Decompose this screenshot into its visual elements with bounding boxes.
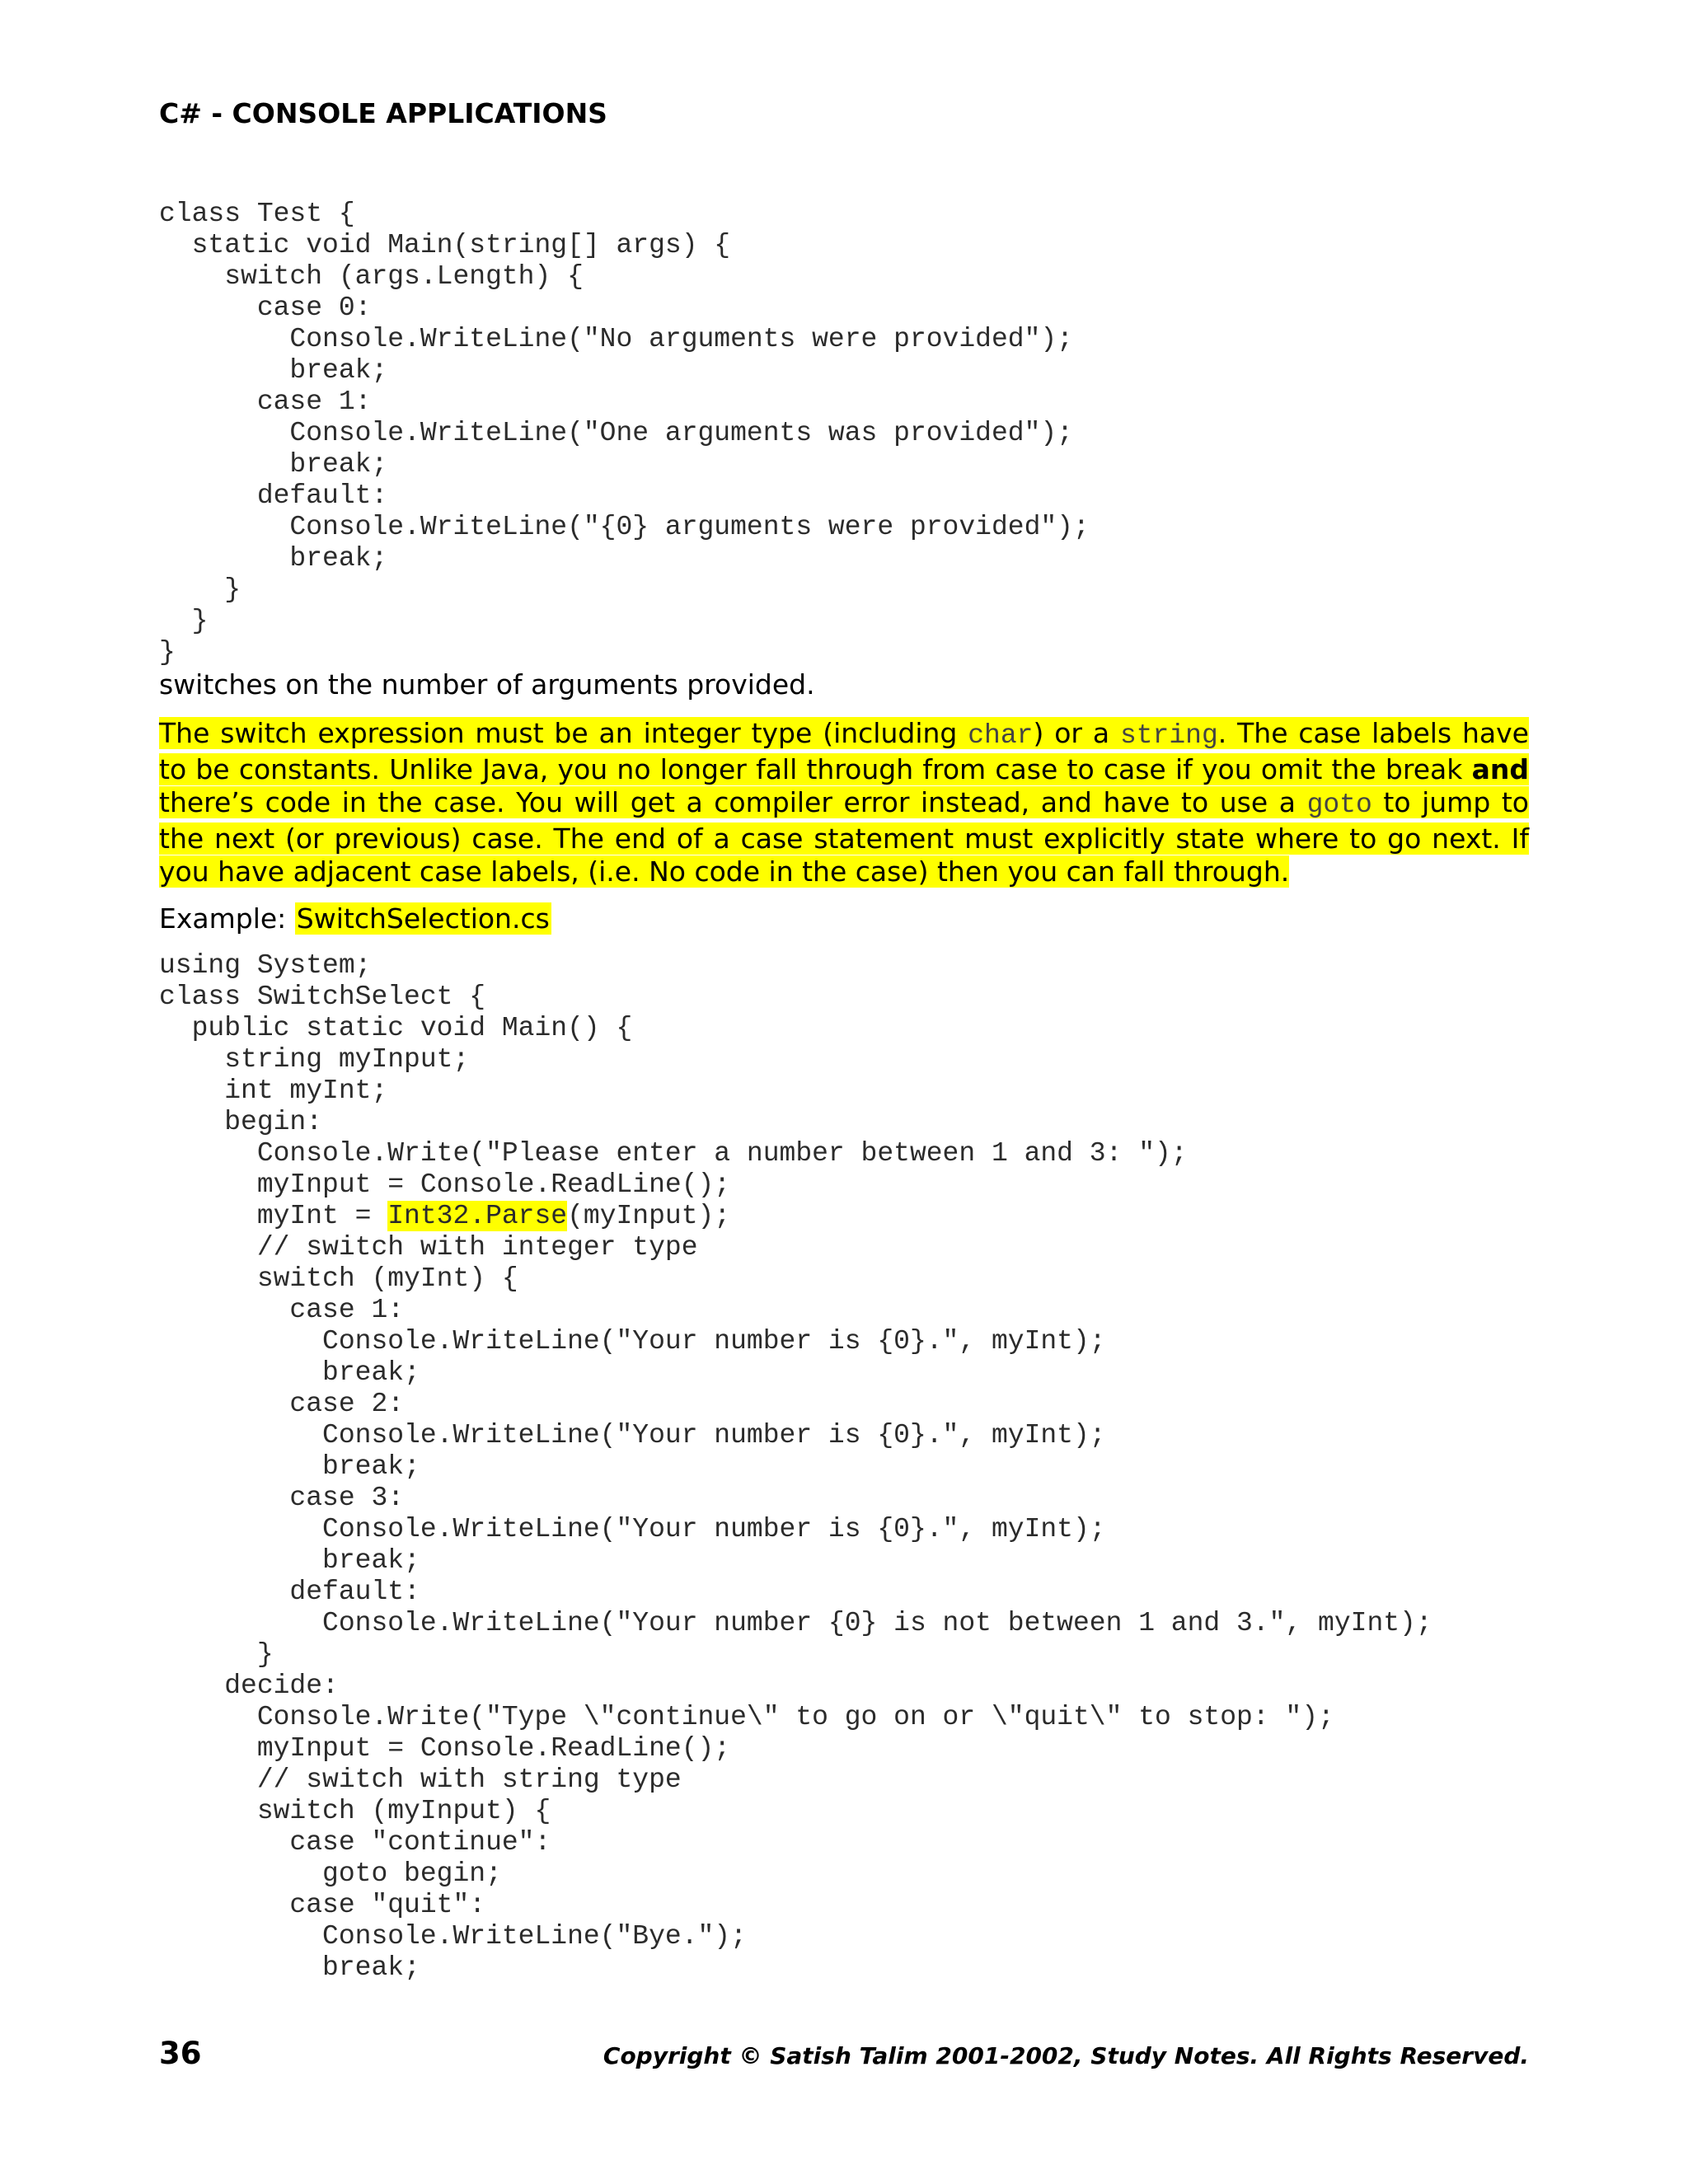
code-line: case "continue":: [159, 1827, 551, 1858]
code-line: goto begin;: [159, 1858, 502, 1889]
code-line: default:: [159, 1577, 420, 1607]
para-code-char: char: [968, 720, 1034, 751]
code-line: switch (myInput) {: [159, 1796, 551, 1826]
code-line: Console.WriteLine("Your number is {0}.", myInt);: [159, 1420, 1106, 1451]
code-line: Console.WriteLine("One arguments was provided");: [159, 418, 1073, 448]
code-line: case 2:: [159, 1389, 405, 1419]
code-line: Console.WriteLine("Your number is {0}.", myInt);: [159, 1326, 1106, 1357]
code-line: int myInt;: [159, 1076, 388, 1106]
code-line: case "quit":: [159, 1890, 486, 1920]
code-line: Console.WriteLine("Your number is {0}.", myInt);: [159, 1514, 1106, 1544]
para-text-5: to jump to the next (or previous) case. The end of a case statement must explicitly state where to go next. If you have adjacent case labels, (i.e. No code in the case) then you can fall through.: [159, 786, 1529, 888]
code-line: Console.WriteLine("Bye.");: [159, 1921, 747, 1952]
code-line: break;: [159, 1451, 420, 1482]
page-header-title: C# - CONSOLE APPLICATIONS: [159, 97, 607, 129]
code-line: myInput = Console.ReadLine();: [159, 1733, 731, 1764]
code-line: }: [159, 637, 176, 668]
highlighted-paragraph: [159, 717, 1529, 889]
example-line: [159, 902, 1529, 936]
code-line: Console.WriteLine("Your number {0} is not between 1 and 3.", myInt);: [159, 1608, 1432, 1638]
copyright-notice: Copyright © Satish Talim 2001-2002, Study Notes. All Rights Reserved.: [603, 2042, 1529, 2069]
para-code-goto: goto: [1306, 790, 1372, 820]
code-block-switch-args: [159, 199, 1090, 668]
code-line: begin:: [159, 1107, 323, 1137]
code-fragment: myInt =: [159, 1201, 388, 1231]
code-line: class SwitchSelect {: [159, 982, 486, 1012]
highlighted-int32-parse: Int32.Parse: [387, 1201, 568, 1231]
code-line: public static void Main() {: [159, 1013, 633, 1043]
code-line: break;: [159, 449, 388, 480]
code-line: // switch with integer type: [159, 1232, 698, 1263]
code-line: case 3:: [159, 1483, 405, 1513]
code-line: break;: [159, 355, 388, 386]
code-line: static void Main(string[] args) {: [159, 230, 731, 260]
code-caption: switches on the number of arguments provided.: [159, 668, 815, 701]
code-line: Console.Write("Type \"continue\" to go on or \"quit\" to stop: ");: [159, 1702, 1334, 1732]
code-line: case 1:: [159, 387, 372, 417]
code-line: class Test {: [159, 199, 355, 229]
para-bold-and: and: [1471, 752, 1529, 785]
code-fragment: (myInput);: [567, 1201, 731, 1231]
code-line: Console.WriteLine("{0} arguments were provided");: [159, 512, 1090, 542]
code-line: }: [159, 574, 241, 605]
code-line: switch (args.Length) {: [159, 261, 584, 292]
code-block-switch-selection: [159, 950, 1432, 1984]
para-text-2: ) or a: [1033, 717, 1120, 749]
code-line: case 0:: [159, 293, 372, 323]
code-line: break;: [159, 1357, 420, 1388]
para-text-3: . The case labels have to be constants. Unlike Java, you no longer fall through from case to case if you omit the break: [159, 717, 1529, 785]
para-text-4: there’s code in the case. You will get a compiler error instead, and have to use a: [159, 786, 1307, 818]
para-code-string: string: [1119, 720, 1218, 751]
code-line-int-parse: [159, 1201, 1432, 1232]
example-filename: SwitchSelection.cs: [296, 902, 550, 935]
code-line: }: [159, 1639, 274, 1670]
code-line: using System;: [159, 950, 372, 981]
code-line: Console.WriteLine("No arguments were provided");: [159, 324, 1073, 354]
example-label: Example:: [159, 902, 295, 935]
code-line: string myInput;: [159, 1044, 470, 1075]
code-line: myInput = Console.ReadLine();: [159, 1169, 731, 1200]
page-number: 36: [159, 2036, 202, 2071]
code-line: // switch with string type: [159, 1765, 682, 1795]
code-line: switch (myInt) {: [159, 1263, 518, 1294]
code-line: default:: [159, 480, 388, 511]
code-line: break;: [159, 543, 388, 574]
code-line: break;: [159, 1545, 420, 1576]
code-line: }: [159, 606, 209, 636]
para-text-1: The switch expression must be an integer type (including: [159, 717, 968, 749]
code-line: Console.Write("Please enter a number between 1 and 3: ");: [159, 1138, 1188, 1169]
code-line: break;: [159, 1952, 420, 1983]
code-line: decide:: [159, 1671, 339, 1701]
code-line: case 1:: [159, 1295, 405, 1325]
